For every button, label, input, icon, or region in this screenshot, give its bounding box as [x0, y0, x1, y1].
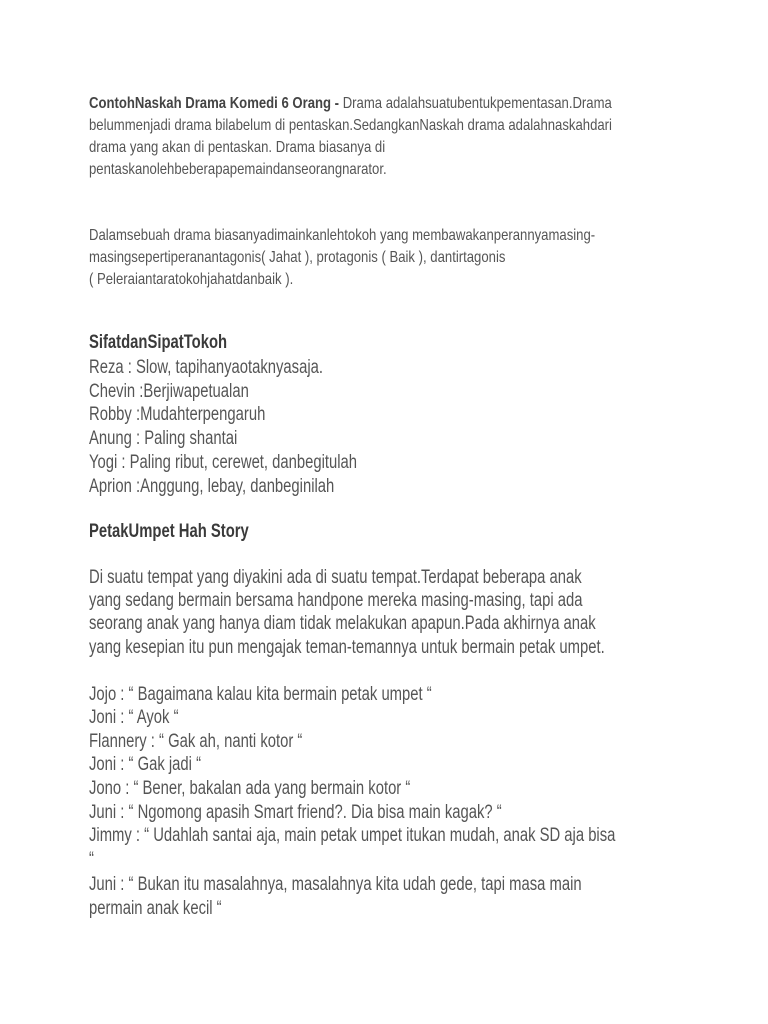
intro-title: ContohNaskah Drama Komedi 6 Orang -: [89, 95, 340, 112]
story-heading: PetakUmpet Hah Story: [89, 521, 249, 542]
intro-line: drama yang akan di pentaskan. Drama biasanya di: [89, 139, 386, 156]
character-line: Reza : Slow, tapihanyaotaknyasaja.: [89, 357, 323, 378]
dialogue-line: Joni : “ Ayok “: [89, 707, 179, 728]
dialogue-line: Jono : “ Bener, bakalan ada yang bermain kotor “: [89, 778, 411, 799]
dialogue-line: Juni : “ Ngomong apasih Smart friend?. Dia bisa main kagak? “: [89, 802, 502, 823]
roles-line: masingsepertiperanantagonis( Jahat ), protagonis ( Baik ), dantirtagonis: [89, 249, 506, 266]
character-line: Yogi : Paling ribut, cerewet, danbegitulah: [89, 452, 358, 473]
roles-line: ( Peleraiantaratokohjahatdanbaik ).: [89, 271, 294, 288]
dialogue-line: Jimmy : “ Udahlah santai aja, main petak umpet itukan mudah, anak SD aja bisa: [89, 825, 616, 846]
dialogue-line: Jojo : “ Bagaimana kalau kita bermain petak umpet “: [89, 684, 432, 705]
narration-line: yang sedang bermain bersama handpone mereka masing-masing, tapi ada: [89, 590, 583, 611]
intro-text: Drama adalahsuatubentukpementasan.Drama: [339, 95, 612, 112]
dialogue-line: Juni : “ Bukan itu masalahnya, masalahnya kita udah gede, tapi masa main: [89, 874, 582, 895]
roles-line: Dalamsebuah drama biasanyadimainkanlehtokoh yang membawakanperannyamasing-: [89, 227, 596, 244]
narration-line: Di suatu tempat yang diyakini ada di suatu tempat.Terdapat beberapa anak: [89, 567, 582, 588]
character-line: Anung : Paling shantai: [89, 428, 238, 449]
dialogue-line: “: [89, 849, 94, 870]
narration-line: seorang anak yang hanya diam tidak melakukan apapun.Pada akhirnya anak: [89, 613, 596, 634]
dialogue-line: Flannery : “ Gak ah, nanti kotor “: [89, 731, 303, 752]
characters-heading: SifatdanSipatTokoh: [89, 332, 228, 353]
dialogue-line: permain anak kecil “: [89, 898, 222, 919]
character-line: Chevin :Berjiwapetualan: [89, 381, 249, 402]
character-line: Robby :Mudahterpengaruh: [89, 404, 266, 425]
intro-line: belummenjadi drama bilabelum di pentaskan.SedangkanNaskah drama adalahnaskahdari: [89, 117, 612, 134]
narration-line: yang kesepian itu pun mengajak teman-temannya untuk bermain petak umpet.: [89, 637, 605, 658]
intro-line: [89, 95, 612, 113]
intro-line: pentaskanolehbeberapapemaindanseorangnarator.: [89, 161, 387, 178]
dialogue-line: Joni : “ Gak jadi “: [89, 754, 202, 775]
character-line: Aprion :Anggung, lebay, danbeginilah: [89, 476, 335, 497]
